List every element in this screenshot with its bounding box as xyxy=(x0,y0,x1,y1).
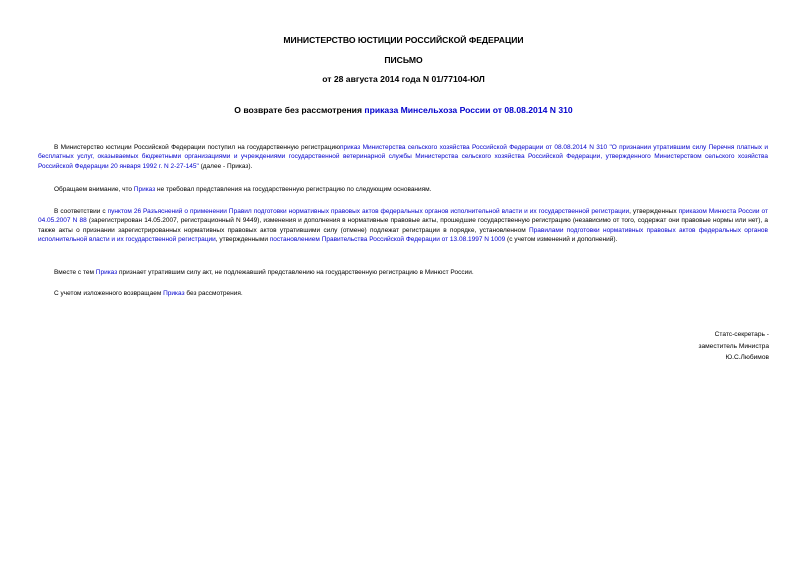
p5-order-link[interactable]: Приказ xyxy=(163,290,185,297)
paragraph-4 xyxy=(38,268,768,277)
document-date-number: от 28 августа 2014 года N 01/77104-ЮЛ xyxy=(322,74,485,84)
p2-order-link[interactable]: Приказ xyxy=(133,186,156,193)
paragraph-5 xyxy=(38,289,768,298)
paragraph-3 xyxy=(38,207,768,244)
signature-block xyxy=(569,329,769,364)
p2-text-1: Обращаем внимание, что xyxy=(54,186,134,193)
paragraph-1 xyxy=(38,143,768,171)
signature-name: Ю.С.Любимов xyxy=(725,354,769,361)
p4-order-link[interactable]: Приказ xyxy=(95,269,118,276)
p3-text-4: , утвержденными xyxy=(215,235,270,243)
p3-text-3: (зарегистрирован 14.05.2007, регистрационный N 9449), изменения и дополнения в нормативные правовые акты, прошедшие государственную регистрацию (независимо от того, содержат они правовые нормы или нет), а также акты о признании зарегистрированных нормативных правовых актов утратившими силу (отмене) подлежат регистрации в порядке, установленном xyxy=(38,217,768,234)
signature-position: Статс-секретарь - xyxy=(714,331,769,338)
p3-text-1: В соответствии с xyxy=(54,208,108,215)
p4-text-1: Вместе с тем xyxy=(54,269,96,276)
document-subject xyxy=(0,105,807,116)
p1-order-link[interactable]: приказ Министерства сельского хозяйства Российской Федерации от 08.08.2014 N 310 "О признании утратившим силу Перечня платных и бесплатных услуг, оказываемых бюджетными организациями и учреждениями государственной ветеринарной службы Министерства сельского хозяйства Российской Федерации, утвержденного Министерством сельского хозяйства Российской Федерации 20 января 1992 г. N 2-27-145" xyxy=(38,144,768,170)
p5-text-2: без рассмотрения. xyxy=(184,290,243,297)
p1-text-1: В Министерство юстиции Российской Федерации поступил на государственную регистрацию xyxy=(54,144,340,151)
subject-link[interactable]: приказа Минсельхоза России от 08.08.2014 N 310 xyxy=(364,105,573,115)
p2-text-2: не требовал представления на государственную регистрацию по следующим основаниям. xyxy=(155,186,432,193)
p3-government-decree-link[interactable]: постановлением Правительства Российской Федерации от 13.08.1997 N 1009 xyxy=(269,235,506,243)
paragraph-2 xyxy=(38,185,768,194)
p4-text-2: признает утратившим силу акт, не подлежавший представлению на государственную регистрацию в Минюст России. xyxy=(117,269,474,276)
p1-text-2: (далее - Приказ). xyxy=(198,162,253,170)
p3-rules-link[interactable]: Правилами подготовки нормативных правовых актов федеральных органов исполнительной власти и их государственной регистрации xyxy=(38,226,768,243)
document-type: ПИСЬМО xyxy=(384,55,423,65)
p3-text-5: (с учетом изменений и дополнений). xyxy=(505,235,618,243)
p3-minjust-order-link[interactable]: приказом Минюста России от 04.05.2007 N 88 xyxy=(38,208,769,225)
p3-text-2: , утвержденных xyxy=(629,208,679,215)
p5-text-1: С учетом изложенного возвращаем xyxy=(54,290,164,297)
p3-clarifications-link[interactable]: пунктом 26 Разъяснений о применении Правил подготовки нормативных правовых актов федеральных органов исполнительной власти и их государственной регистрации xyxy=(107,208,630,215)
signature-title: заместитель Министра xyxy=(698,342,769,350)
subject-prefix: О возврате без рассмотрения xyxy=(234,105,365,115)
ministry-heading: МИНИСТЕРСТВО ЮСТИЦИИ РОССИЙСКОЙ ФЕДЕРАЦИИ xyxy=(283,35,524,45)
